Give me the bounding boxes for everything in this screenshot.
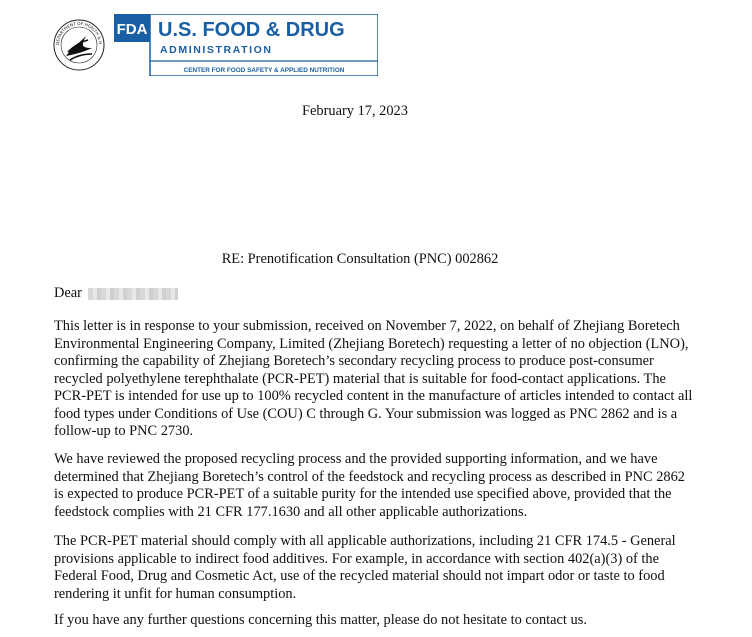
agency-sub: ADMINISTRATION	[160, 44, 273, 56]
seal-text: DEPARTMENT OF HEALTH & H	[54, 20, 104, 46]
center-name: CENTER FOR FOOD SAFETY & APPLIED NUTRITION	[183, 67, 345, 74]
paragraph-4: If you have any further questions concerning this matter, please do not hesitate to contact us.	[54, 612, 587, 628]
hhs-seal-icon	[52, 18, 106, 72]
fda-logo	[114, 14, 378, 76]
letterhead	[52, 14, 345, 76]
redacted-name	[88, 288, 178, 300]
salutation-text: Dear	[54, 285, 82, 301]
agency-name: U.S. FOOD & DRUG	[158, 19, 345, 41]
letter-date: February 17, 2023	[302, 103, 408, 119]
fda-mark: FDA	[116, 21, 148, 38]
salutation	[54, 285, 178, 302]
paragraph-1: This letter is in response to your submission, received on November 7, 2022, on behalf of Zhejiang Boretech Environmental Engineering Company, Limited (Zhejiang Boretech) requesting a letter of no objection (LNO), confirming the capability of Zhejiang Boretech’s secondary recycling process to produce post-consumer recycled polyethylene terephthalate (PCR-PET) material that is suitable for food-contact applications. The PCR-PET is intended for use up to 100% recycled content in the manufacture of articles intended to contact all food types under Conditions of Use (COU) C through G. Your submission was logged as PNC 2862 and is a follow-up to PNC 2730.	[54, 318, 693, 439]
re-line: RE: Prenotification Consultation (PNC) 002862	[221, 251, 499, 267]
paragraph-2: We have reviewed the proposed recycling process and the provided supporting information, and we have determined that Zhejiang Boretech’s control of the feedstock and recycling process as described in PNC 2862 is expected to produce PCR-PET of a suitable purity for the intended use specified above, provided that the feedstock complies with 21 CFR 177.1630 and all other applicable authorizations.	[54, 451, 685, 520]
paragraph-3: The PCR-PET material should comply with all applicable authorizations, including 21 CFR 174.5 - General provisions applicable to indirect food additives. For example, in accordance with section 402(a)(3) of the Federal Food, Drug and Cosmetic Act, use of the recycled material should not impart odor or taste to food rendering it unfit for human consumption.	[54, 533, 676, 602]
